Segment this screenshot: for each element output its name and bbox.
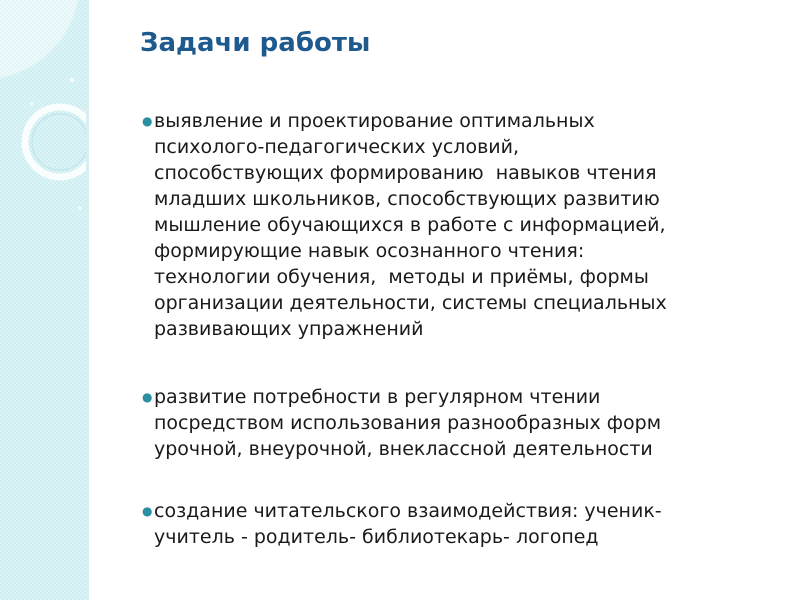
bullet-line: организации деятельности, системы специальных bbox=[154, 292, 667, 314]
bullet-line: способствующих формированию навыков чтения bbox=[154, 162, 657, 184]
bullet-line: урочной, внеурочной, внеклассной деятельности bbox=[154, 438, 653, 460]
bullet-icon: ● bbox=[142, 504, 153, 518]
bullet-item-2 bbox=[142, 384, 782, 462]
bullet-line: посредством использования разнообразных форм bbox=[154, 412, 662, 434]
bullet-line: психолого-педагогических условий, bbox=[154, 136, 520, 158]
bullet-text bbox=[154, 108, 782, 342]
bullet-line: выявление и проектирование оптимальных bbox=[154, 110, 595, 132]
bullet-line: развивающих упражнений bbox=[154, 318, 424, 340]
decorative-circles bbox=[0, 0, 86, 600]
bullet-line: создание читательского взаимодействия: ученик- bbox=[154, 500, 662, 522]
bullet-line: младших школьников, способствующих развитию bbox=[154, 188, 660, 210]
bullet-text bbox=[154, 498, 782, 550]
slide-title: Задачи работы bbox=[140, 28, 371, 58]
side-panel-edge bbox=[86, 0, 89, 600]
bullet-item-1 bbox=[142, 108, 782, 342]
bullet-line: технологии обучения, методы и приёмы, формы bbox=[154, 266, 649, 288]
bullet-line: мышление обучающихся в работе с информацией, bbox=[154, 214, 666, 236]
bullet-icon: ● bbox=[142, 390, 153, 404]
bullet-line: формирующие навык осознанного чтения: bbox=[154, 240, 585, 262]
bullet-line: учитель - родитель- библиотекарь- логопед bbox=[154, 526, 599, 548]
bullet-item-3 bbox=[142, 498, 782, 550]
bullet-text bbox=[154, 384, 782, 462]
bullet-line: развитие потребности в регулярном чтении bbox=[154, 386, 601, 408]
bullet-icon: ● bbox=[142, 114, 153, 128]
decorative-side-panel bbox=[0, 0, 86, 600]
